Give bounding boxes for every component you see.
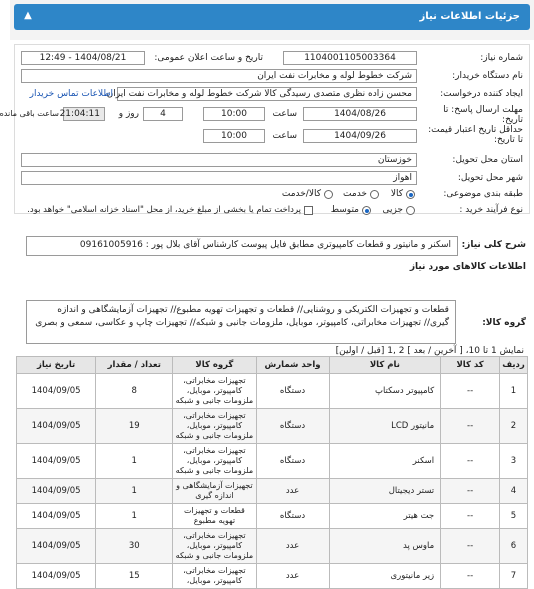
details-header <box>14 4 530 30</box>
cell-group: تجهیزات مخابراتی، کامپیوتر، موبایل، <box>173 564 256 589</box>
treasury-payment-checkbox[interactable] <box>304 206 313 215</box>
deadline-time-field: 10:00 <box>203 107 265 121</box>
cell-name: مانیتور LCD <box>329 409 441 444</box>
pagination[interactable] <box>334 346 524 356</box>
cell-name: کامپیوتر دسکتاپ <box>329 374 441 409</box>
table-row <box>17 444 528 479</box>
category-label: طبقه بندی موضوعی: <box>443 189 523 199</box>
validity-label: حداقل تاریخ اعتبار قیمت: تا تاریخ: <box>428 125 523 145</box>
announce-label: تاریخ و ساعت اعلان عمومی: <box>154 53 263 63</box>
need-details-panel <box>0 44 530 215</box>
cell-qty: 30 <box>96 529 173 564</box>
validity-time-field: 10:00 <box>203 129 265 143</box>
cell-name: تستر دیجیتال <box>329 479 441 504</box>
cell-unit: دستگاه <box>256 444 329 479</box>
col-unit: واحد شمارش <box>256 357 329 374</box>
time-remaining-field: 21:04:11 <box>63 107 105 121</box>
table-row <box>17 374 528 409</box>
process-option-minor: جزیی <box>382 205 403 215</box>
deadline-time-label: ساعت <box>272 109 297 119</box>
deadline-label: مهلت ارسال پاسخ: تا تاریخ: <box>443 105 523 125</box>
cell-code: -- <box>441 374 500 409</box>
process-label: نوع فرآیند خرید : <box>459 205 523 215</box>
province-label: استان محل تحویل: <box>452 155 523 165</box>
goods-table <box>16 356 528 589</box>
cell-date: 1404/09/05 <box>17 564 96 589</box>
deadline-date-field: 1404/08/26 <box>303 107 417 121</box>
buyer-contact-link[interactable]: اطلاعات تماس خریدار <box>29 89 113 99</box>
col-code: کد کالا <box>441 357 500 374</box>
cell-no: 5 <box>500 504 528 529</box>
cell-qty: 15 <box>96 564 173 589</box>
cell-code: -- <box>441 444 500 479</box>
creator-label: ایجاد کننده درخواست: <box>440 89 523 99</box>
collapse-chevron-icon[interactable]: ▲ <box>24 10 32 21</box>
creator-field: محسن زاده نظری متصدی رسیدگی کالا شرکت خطوط لوله و مخابرات نفت ایران <box>117 87 417 101</box>
cell-unit: دستگاه <box>256 409 329 444</box>
cell-no: 2 <box>500 409 528 444</box>
col-row-no: ردیف <box>500 357 528 374</box>
validity-time-label: ساعت <box>272 131 297 141</box>
cell-unit: عدد <box>256 564 329 589</box>
cell-no: 6 <box>500 529 528 564</box>
cell-no: 1 <box>500 374 528 409</box>
category-option-service: خدمت <box>343 189 367 199</box>
cell-code: -- <box>441 479 500 504</box>
city-label: شهر محل تحویل: <box>457 173 523 183</box>
cell-qty: 1 <box>96 504 173 529</box>
table-row <box>17 409 528 444</box>
validity-date-field: 1404/09/26 <box>303 129 417 143</box>
col-group: گروه کالا <box>173 357 256 374</box>
category-option-goods-service: کالا/خدمت <box>281 189 321 199</box>
cell-name: ماوس پد <box>329 529 441 564</box>
cell-date: 1404/09/05 <box>17 374 96 409</box>
announce-field: 1404/08/21 - 12:49 <box>21 51 145 65</box>
cell-no: 4 <box>500 479 528 504</box>
time-remaining-label: ساعت باقی مانده <box>0 109 59 118</box>
description-label: شرح کلی نیاز: <box>461 240 526 250</box>
cell-qty: 1 <box>96 479 173 504</box>
cell-code: -- <box>441 504 500 529</box>
treasury-payment-note: پرداخت تمام یا بخشی از مبلغ خرید، از محل "اسناد خزانه اسلامی" خواهد بود. <box>27 205 301 215</box>
buyer-label: نام دستگاه خریدار: <box>452 71 523 81</box>
goods-group-label: گروه کالا: <box>482 318 526 328</box>
goods-info-title: اطلاعات کالاهای مورد نیاز <box>409 262 526 272</box>
cell-code: -- <box>441 529 500 564</box>
province-field: خوزستان <box>21 153 417 167</box>
process-option-medium: متوسط <box>330 205 359 215</box>
cell-no: 7 <box>500 564 528 589</box>
col-date: تاریخ نیاز <box>17 357 96 374</box>
cell-date: 1404/09/05 <box>17 409 96 444</box>
category-radio-goods[interactable] <box>406 190 415 199</box>
cell-no: 3 <box>500 444 528 479</box>
cell-unit: دستگاه <box>256 374 329 409</box>
page-title: جزئیات اطلاعات نیاز <box>419 11 520 22</box>
cell-group: تجهیزات آزمایشگاهی و اندازه گیری <box>173 479 256 504</box>
cell-group: تجهیزات مخابراتی، کامپیوتر، موبایل، ملزومات جانبی و شبکه <box>173 529 256 564</box>
cell-date: 1404/09/05 <box>17 529 96 564</box>
need-number-label: شماره نیاز: <box>480 53 523 63</box>
cell-unit: عدد <box>256 479 329 504</box>
cell-unit: دستگاه <box>256 504 329 529</box>
days-label: روز و <box>118 109 139 119</box>
pagination-text[interactable]: نمایش 1 تا 10، [ آخرین / بعد ] 2 ,1 [قبل / اولین] <box>335 346 524 356</box>
cell-name: اسکنر <box>329 444 441 479</box>
col-qty: تعداد / مقدار <box>96 357 173 374</box>
cell-group: تجهیزات مخابراتی، کامپیوتر، موبایل، ملزومات جانبی و شبکه <box>173 374 256 409</box>
table-row <box>17 529 528 564</box>
goods-group-field: قطعات و تجهیزات الکتریکی و روشنایی// قطعات و تجهیزات تهویه مطبوع// تجهیزات آزمایشگاهی و اندازه گیری// تجهیزات مخابراتی، کامپیوتر، موبایل، ملزومات جانبی و شبکه// تجهیزات چاپ و عکاسی، سمعی و بصری <box>26 300 456 344</box>
cell-date: 1404/09/05 <box>17 444 96 479</box>
cell-qty: 19 <box>96 409 173 444</box>
description-field: اسکنر و مانیتور و قطعات کامپیوتری مطابق فایل پیوست کارشناس آقای بلال پور : 09161005916 <box>26 236 458 256</box>
table-header-row <box>17 357 528 374</box>
col-name: نام کالا <box>329 357 441 374</box>
process-radio-minor[interactable] <box>406 206 415 215</box>
cell-group: قطعات و تجهیزات تهویه مطبوع <box>173 504 256 529</box>
category-radio-service[interactable] <box>370 190 379 199</box>
cell-group: تجهیزات مخابراتی، کامپیوتر، موبایل، ملزومات جانبی و شبکه <box>173 444 256 479</box>
category-radio-goods-service[interactable] <box>324 190 333 199</box>
cell-code: -- <box>441 564 500 589</box>
category-option-goods: کالا <box>390 189 403 199</box>
cell-group: تجهیزات مخابراتی، کامپیوتر، موبایل، ملزومات جانبی و شبکه <box>173 409 256 444</box>
city-field: اهواز <box>21 171 417 185</box>
cell-date: 1404/09/05 <box>17 504 96 529</box>
cell-name: زیر مانیتوری <box>329 564 441 589</box>
cell-name: جت هیتر <box>329 504 441 529</box>
table-row <box>17 479 528 504</box>
process-radio-medium[interactable] <box>362 206 371 215</box>
cell-qty: 8 <box>96 374 173 409</box>
cell-code: -- <box>441 409 500 444</box>
cell-date: 1404/09/05 <box>17 479 96 504</box>
cell-unit: عدد <box>256 529 329 564</box>
table-row <box>17 504 528 529</box>
cell-qty: 1 <box>96 444 173 479</box>
table-row <box>17 564 528 589</box>
buyer-field: شرکت خطوط لوله و مخابرات نفت ایران <box>21 69 417 83</box>
need-number-field: 1104001105003364 <box>283 51 417 65</box>
days-remaining-field: 4 <box>143 107 183 121</box>
